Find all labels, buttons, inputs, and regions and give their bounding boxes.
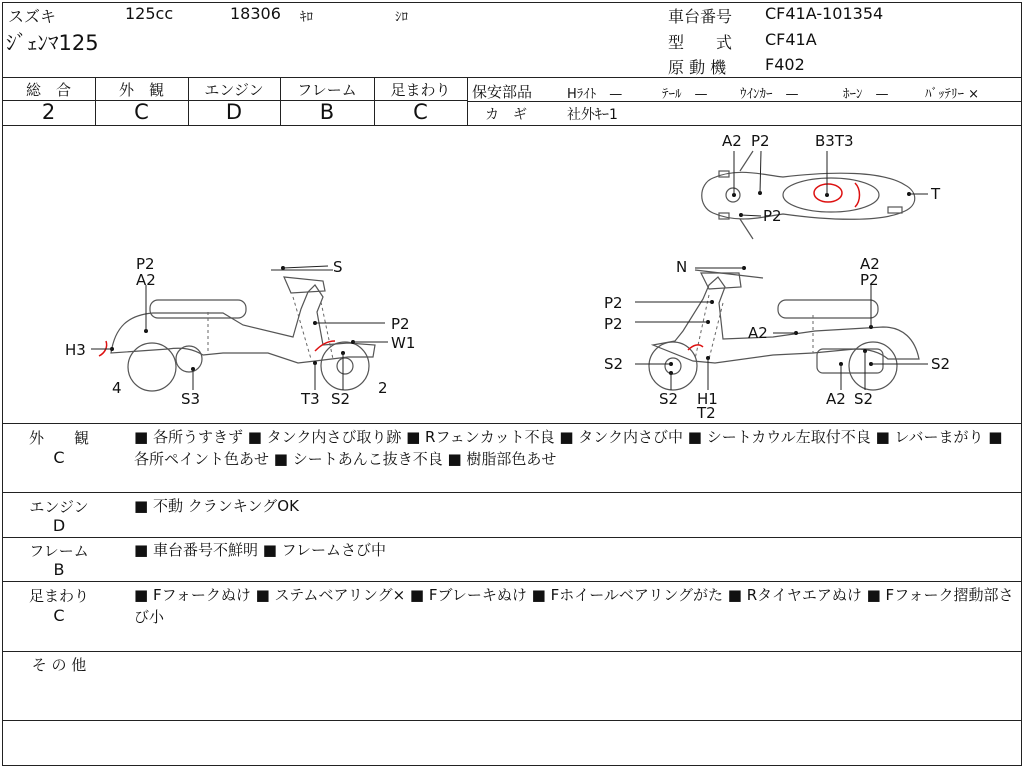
notes-exterior-label: 外 観 bbox=[28, 429, 89, 447]
divider bbox=[467, 77, 468, 125]
diagram-label: T2 bbox=[697, 404, 716, 422]
diagram-label: N bbox=[676, 258, 688, 276]
notes-suspension-text: ■ Fフォークぬけ ■ ステムベアリング× ■ Fブレーキぬけ ■ Fホイールベアリングがた ■ Rタイヤエアぬけ ■ Fフォーク摺動部さび小 bbox=[134, 586, 1014, 626]
divider bbox=[2, 651, 1021, 652]
divider bbox=[2, 537, 1021, 538]
key-value: 社外ｷｰ1 bbox=[567, 107, 618, 123]
engine-model-label: 原 動 機 bbox=[668, 58, 727, 77]
mileage-unit: ｷﾛ bbox=[300, 10, 313, 25]
notes-exterior-grade: C bbox=[53, 448, 65, 467]
divider bbox=[2, 581, 1021, 582]
safety-label: 保安部品 bbox=[472, 83, 533, 101]
diagram-label: A2 bbox=[860, 255, 880, 273]
diagram-label: A2 bbox=[722, 132, 742, 150]
engine-label: エンジン bbox=[204, 81, 264, 99]
diagram-label: T bbox=[931, 185, 941, 203]
diagram-label: P2 bbox=[604, 315, 623, 333]
safety-headlight: Hﾗｲﾄ — bbox=[567, 87, 623, 102]
diagram-label: H3 bbox=[65, 341, 86, 359]
safety-horn: ﾎｰﾝ — bbox=[843, 87, 889, 102]
overall-grade: 2 bbox=[41, 100, 56, 124]
frame-no: CF41A-101354 bbox=[765, 4, 884, 23]
frame-label: フレーム bbox=[297, 81, 357, 99]
divider bbox=[2, 720, 1021, 721]
diagram-label: A2 bbox=[826, 390, 846, 408]
diagram-label: P2 bbox=[604, 294, 623, 312]
exterior-grade: C bbox=[134, 100, 149, 124]
left-side-scooter bbox=[65, 255, 415, 408]
notes-engine-grade: D bbox=[52, 516, 66, 535]
diagram-label: S2 bbox=[854, 390, 874, 408]
overall-label: 総 合 bbox=[25, 81, 71, 99]
displacement: 125cc bbox=[125, 4, 174, 23]
frame-grade: B bbox=[319, 100, 335, 124]
diagram-label: S2 bbox=[331, 390, 351, 408]
diagram-label: H1 bbox=[697, 390, 718, 408]
key-label: カ ギ bbox=[485, 107, 527, 123]
diagram-label: B3T3 bbox=[815, 132, 854, 150]
right-side-scooter bbox=[604, 255, 950, 422]
notes-frame-label: フレーム bbox=[29, 542, 89, 560]
diagram-label: S2 bbox=[659, 390, 679, 408]
diagram-label: 4 bbox=[112, 379, 122, 397]
notes-suspension-label: 足まわり bbox=[28, 587, 89, 605]
model-name: ｼﾞｪﾝﾏ125 bbox=[6, 31, 99, 55]
diagram-label: S3 bbox=[181, 390, 201, 408]
safety-battery: ﾊﾞｯﾃﾘｰ × bbox=[925, 87, 980, 102]
diagram-label: A2 bbox=[748, 324, 768, 342]
mileage: 18306 bbox=[230, 4, 281, 23]
diagram-label: S bbox=[333, 258, 343, 276]
notes-frame-text: ■ 車台番号不鮮明 ■ フレームさび中 bbox=[134, 541, 387, 559]
diagram-label: T3 bbox=[301, 390, 320, 408]
notes-frame-grade: B bbox=[53, 560, 65, 579]
suspension-label: 足まわり bbox=[390, 81, 451, 99]
color: ｼﾛ bbox=[395, 10, 408, 25]
notes-engine-text: ■ 不動 クランキングOK bbox=[134, 497, 299, 515]
divider bbox=[2, 125, 1021, 126]
engine-grade: D bbox=[225, 100, 243, 124]
diagram-label: S2 bbox=[931, 355, 951, 373]
exterior-label: 外 観 bbox=[118, 81, 164, 99]
frame-no-label: 車台番号 bbox=[668, 7, 733, 26]
diagram-label: P2 bbox=[763, 207, 782, 225]
top-view-scooter bbox=[702, 132, 941, 239]
type-value: CF41A bbox=[765, 30, 817, 49]
diagram-label: S2 bbox=[604, 355, 624, 373]
suspension-grade: C bbox=[413, 100, 428, 124]
safety-taillight: ﾃｰﾙ — bbox=[662, 87, 708, 102]
notes-suspension-grade: C bbox=[53, 606, 65, 625]
diagram-label: A2 bbox=[136, 271, 156, 289]
engine-model: F402 bbox=[765, 55, 805, 74]
diagram-label: P2 bbox=[860, 271, 879, 289]
diagram-label: W1 bbox=[391, 334, 416, 352]
divider bbox=[2, 77, 1021, 78]
divider bbox=[2, 492, 1021, 493]
type-label: 型 式 bbox=[668, 33, 733, 52]
divider bbox=[2, 423, 1021, 424]
safety-winker: ｳｲﾝｶｰ — bbox=[740, 87, 799, 102]
diagram-label: P2 bbox=[136, 255, 155, 273]
notes-exterior-text: ■ 各所うすきず ■ タンク内さび取り跡 ■ Rフェンカット不良 ■ タンク内さび中 ■ シートカウル左取付不良 ■ レバーまがり ■ 各所ペイント色あせ ■ シートあんこ抜き不良 ■ 樹脂部色あせ bbox=[134, 428, 1003, 468]
notes-engine-label: エンジン bbox=[29, 498, 89, 516]
diagram-label: P2 bbox=[391, 315, 410, 333]
diagram-label: 2 bbox=[378, 379, 388, 397]
diagram-label: P2 bbox=[751, 132, 770, 150]
damage-diagram bbox=[3, 127, 1021, 423]
maker: スズキ bbox=[8, 7, 57, 26]
notes-other-label: そ の 他 bbox=[31, 656, 87, 674]
